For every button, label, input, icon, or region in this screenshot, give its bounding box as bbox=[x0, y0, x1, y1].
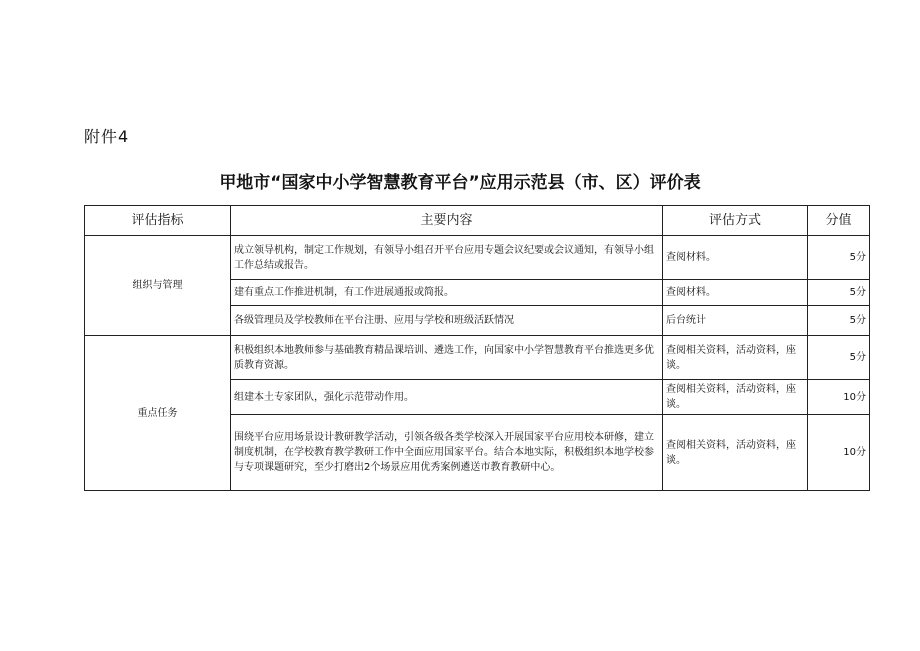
method-cell: 查阅相关资料，活动资料，座谈。 bbox=[663, 336, 808, 380]
category-cell: 组织与管理 bbox=[85, 236, 231, 336]
document-title: 甲地市“国家中小学智慧教育平台”应用示范县（市、区）评价表 bbox=[219, 173, 701, 193]
content-cell: 成立领导机构，制定工作规划，有领导小组召开平台应用专题会议纪要或会议通知，有领导小组工作总结或报告。 bbox=[231, 236, 663, 280]
method-cell: 查阅材料。 bbox=[663, 280, 808, 306]
method-cell: 查阅相关资料，活动资料，座谈。 bbox=[663, 380, 808, 415]
method-cell: 查阅材料。 bbox=[663, 236, 808, 280]
header-content: 主要内容 bbox=[231, 206, 663, 236]
table-header-row bbox=[85, 206, 870, 236]
category-cell: 重点任务 bbox=[85, 336, 231, 491]
method-cell: 后台统计 bbox=[663, 306, 808, 336]
content-cell: 建有重点工作推进机制，有工作进展通报或简报。 bbox=[231, 280, 663, 306]
score-cell: 5分 bbox=[808, 280, 870, 306]
table-row bbox=[85, 336, 870, 380]
score-cell: 10分 bbox=[808, 380, 870, 415]
score-cell: 5分 bbox=[808, 336, 870, 380]
content-cell: 组建本土专家团队，强化示范带动作用。 bbox=[231, 380, 663, 415]
header-method: 评估方式 bbox=[663, 206, 808, 236]
score-cell: 5分 bbox=[808, 306, 870, 336]
method-cell: 查阅相关资料，活动资料，座谈。 bbox=[663, 415, 808, 491]
content-cell: 积极组织本地教师参与基础教育精品课培训、遴选工作，向国家中小学智慧教育平台推选更多优质教育资源。 bbox=[231, 336, 663, 380]
attachment-label: 附件4 bbox=[84, 127, 130, 146]
evaluation-table bbox=[84, 205, 870, 491]
header-score: 分值 bbox=[808, 206, 870, 236]
score-cell: 10分 bbox=[808, 415, 870, 491]
content-cell: 各级管理员及学校教师在平台注册、应用与学校和班级活跃情况 bbox=[231, 306, 663, 336]
content-cell: 围绕平台应用场景设计教研教学活动，引领各级各类学校深入开展国家平台应用校本研修，建立制度机制，在学校教育教学教研工作中全面应用国家平台。结合本地实际，积极组织本地学校参与专项课题研究，至少打磨出2个场景应用优秀案例遴送市教育教研中心。 bbox=[231, 415, 663, 491]
table-row bbox=[85, 236, 870, 280]
header-indicator: 评估指标 bbox=[85, 206, 231, 236]
score-cell: 5分 bbox=[808, 236, 870, 280]
